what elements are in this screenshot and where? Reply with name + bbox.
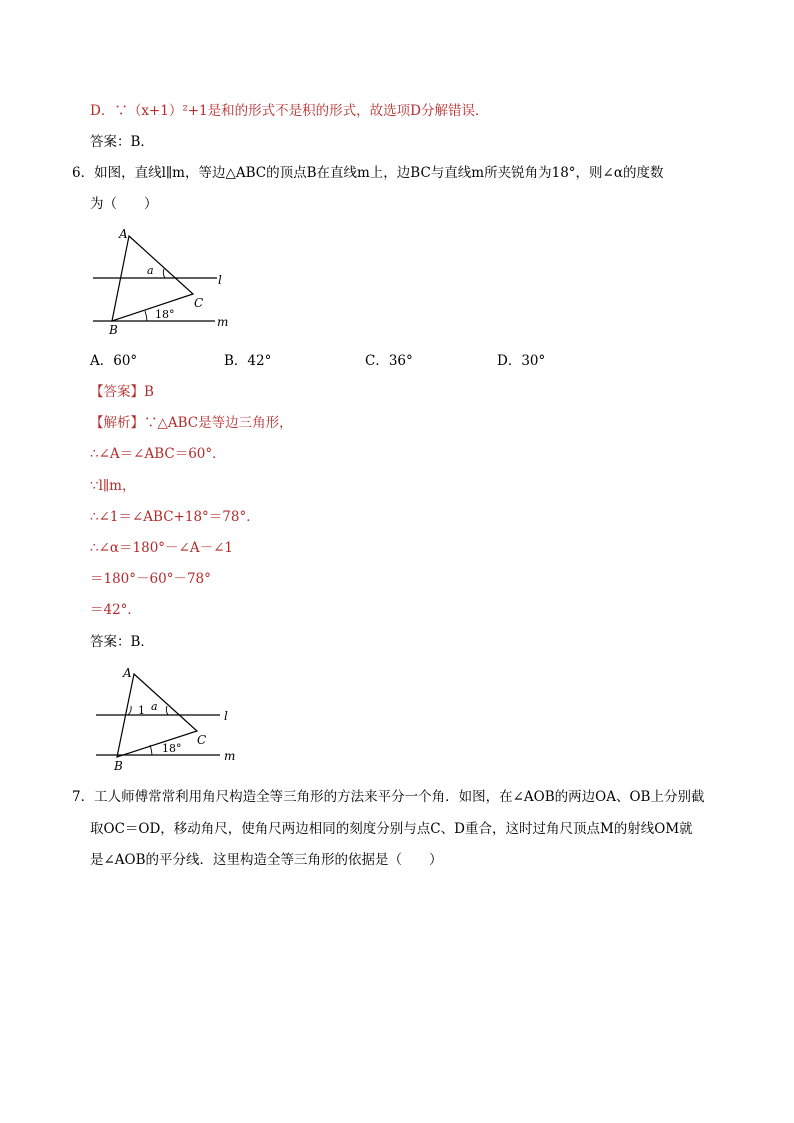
label-18-2: 18° [162, 742, 182, 755]
label-l-2: l [224, 709, 228, 723]
label-alpha: a [147, 264, 154, 277]
angle-18-arc [145, 311, 147, 321]
q6-stem-line2: 为（ ） [90, 196, 158, 212]
angle-alpha-arc [163, 269, 165, 278]
prev-option-d: D．∵（x+1）²+1是和的形式不是积的形式，故选项D分解错误． [90, 103, 489, 119]
label-b-2: B [114, 759, 123, 773]
label-18: 18° [155, 308, 175, 321]
label-a: A [119, 227, 128, 241]
q6-figure-1 [85, 222, 245, 340]
q6-step-5: ＝180°－60°－78° [90, 571, 211, 587]
angle-alpha-arc-2 [166, 706, 168, 715]
prev-answer: 答案：B． [90, 134, 154, 150]
label-l: l [218, 273, 222, 287]
label-alpha-2: a [151, 700, 158, 713]
q6-step-3: ∴∠1＝∠ABC+18°＝78°． [90, 509, 260, 525]
q6-analysis-first: ∵△ABC是等边三角形， [144, 415, 293, 431]
q6-step-4: ∴∠α＝180°－∠A－∠1 [90, 540, 233, 556]
q6-option-b: B．42° [224, 353, 272, 369]
label-b: B [109, 323, 118, 337]
q7-line1: 7．工人师傅常常利用角尺构造全等三角形的方法来平分一个角．如图，在∠AOB的两边OA、OB上分别截 [72, 789, 705, 805]
label-m: m [217, 315, 229, 329]
label-c: C [194, 296, 204, 310]
q6-step-1: ∴∠A＝∠ABC＝60°． [90, 446, 226, 462]
label-m-2: m [224, 749, 236, 763]
label-1: 1 [138, 704, 145, 717]
q6-analysis-line [90, 414, 293, 432]
q6-option-d: D．30° [497, 353, 546, 369]
q7-line3: 是∠AOB的平分线．这里构造全等三角形的依据是（ ） [90, 852, 443, 868]
label-a-2: A [123, 666, 132, 680]
q6-step-2: ∵l∥m， [90, 478, 136, 494]
q6-figure-2 [90, 662, 245, 774]
q6-stem-line1: 6．如图，直线l∥m，等边△ABC的顶点B在直线m上，边BC与直线m所夹锐角为18°，则∠α的度数 [72, 165, 664, 181]
angle-1-arc [128, 706, 131, 715]
label-c-2: C [197, 733, 207, 747]
q6-option-a: A．60° [90, 353, 138, 369]
q6-answer: 答案：B． [90, 634, 154, 650]
q6-option-c: C．36° [365, 353, 413, 369]
q6-answer-tag: 【答案】B [90, 384, 154, 400]
q7-line2: 取OC＝OD，移动角尺，使角尺两边相同的刻度分别与点C、D重合，这时过角尺顶点M的射线OM就 [90, 821, 693, 837]
q6-step-6: ＝42°． [90, 602, 141, 618]
q6-analysis-tag: 【解析】 [90, 415, 144, 431]
